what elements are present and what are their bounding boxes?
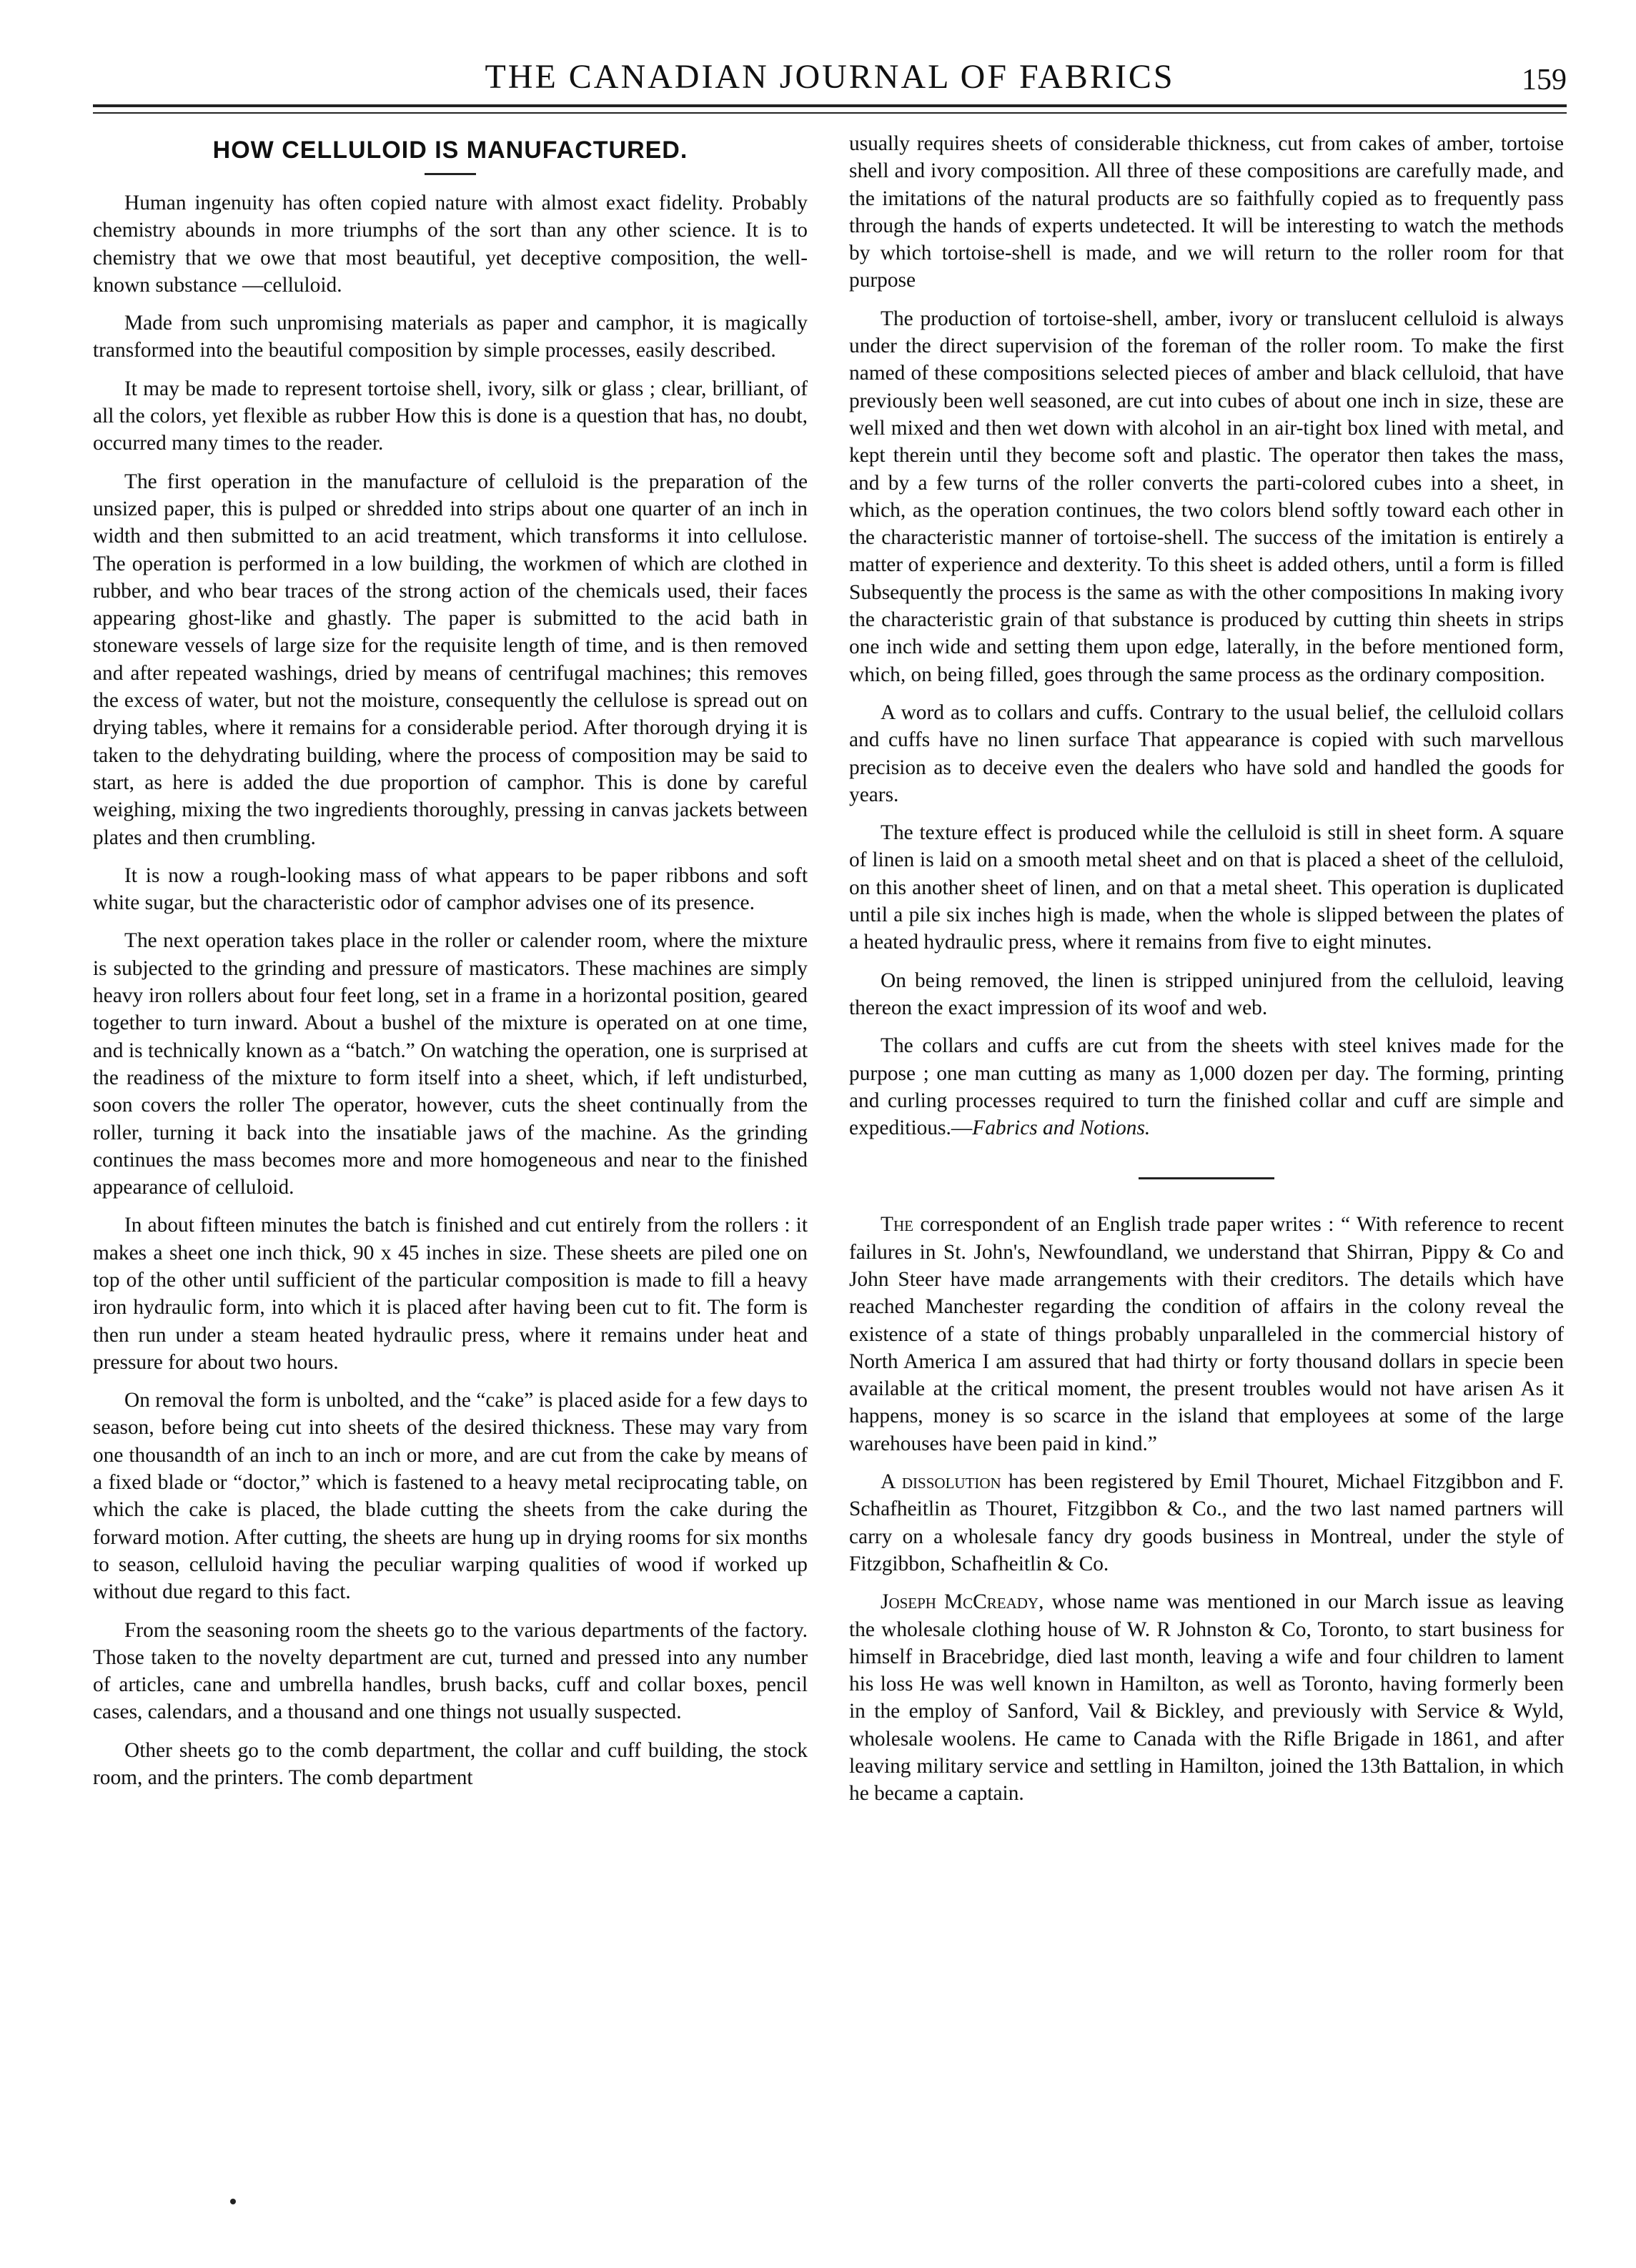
title-divider	[425, 173, 476, 175]
news-item-text: correspondent of an English trade paper writes : “ With reference to recent failures in St. John's, Newfoundland, we understand that Shirran, Pippy & Co and John Steer have made arrangements with their creditors. The details which have reached Manchester regarding the condition of affairs in the colony reveal the existence of a state of things probably unparalleled in the commercial history of North America I am assured that had thirty or forty thousand dollars in specie been available at the critical moment, the present troubles would not have arisen As it happens, money is so scarce in the island that employees at some of the large warehouses have been paid in kind.”	[849, 1213, 1564, 1455]
article-paragraph: The texture effect is produced while the celluloid is still in sheet form. A square of linen is laid on a smooth metal sheet and on that is placed a sheet of the celluloid, on this another sheet of linen, and on that a metal sheet. This operation is duplicated until a pile six inches high is made, when the whole is slipped between the plates of a heated hydraulic press, where it remains from five to eight minutes.	[849, 821, 1564, 954]
news-item-text: whose name was mentioned in our March issue as leaving the wholesale clothing house of W. R Johnston & Co, Toronto, to start business for himself in Bracebridge, died last month, leaving a wife and four children to lament his loss He was well known in Hamilton, as well as Toronto, having formerly been in the employ of Sanford, Vail & Bickley, and previously with Service & Wyld, wholesale woolens. He came to Canada with the Rifle Brigade in 1861, and after leaving military service and settling in Hamilton, joined the 13th Battalion, in which he became a captain.	[849, 1590, 1564, 1806]
article-paragraph: The production of tortoise-shell, amber, ivory or translucent celluloid is always under the direct supervision of the foreman of the roller room. To make the first named of these compositions selected pieces of amber and black celluloid, that have previously been well seasoned, are cut into cubes of about one inch in size, these are well mixed and then wet down with alcohol in an air-tight box lined with metal, and kept therein until they become soft and plastic. The operator then takes the mass, and by a few turns of the roller converts the parti-colored cubes into a sheet, in which, as the operation continues, the two colors blend softly toward each other in the characteristic manner of tortoise-shell. The success of the imitation is entirely a matter of experience and dexterity. To this sheet is added others, until a form is filled Subsequently the process is the same as with the other compositions In making ivory the characteristic grain of that substance is produced by cutting thin sheets in strips one inch wide and setting them upon edge, laterally, in the before mentioned form, which, on being filled, goes through the same process as the ordinary composition.	[849, 307, 1564, 686]
article-paragraph: Other sheets go to the comb department, the collar and cuff building, the stock room, and the printers. The comb department	[93, 1738, 808, 1790]
running-head	[93, 51, 1567, 109]
header-rule-thick	[93, 104, 1567, 107]
left-column	[93, 130, 808, 1802]
article-paragraph: It may be made to represent tortoise shell, ivory, silk or glass ; clear, brilliant, of all the colors, yet flexible as rubber How this is done is a question that has, no doubt, occurred many times to the reader.	[93, 377, 808, 455]
article-continuation: usually requires sheets of considerable thickness, cut from cakes of amber, tortoise shell and ivory composition. All three of these compositions are carefully made, and the imitations of the natural products are so faithfully copied as to frequently pass through the hands of experts undetected. It will be interesting to watch the methods by which tortoise-shell is made, and we will return to the roller room for that purpose	[849, 132, 1564, 292]
news-item-lead: A dissolution	[881, 1470, 1001, 1494]
article-paragraph-text: The collars and cuffs are cut from the sheets with steel knives made for the purpose ; one man cutting as many as 1,000 dozen per day. The forming, printing and curling processes required to turn the finished collar and cuff are simple and expeditious.—	[849, 1034, 1564, 1140]
article-paragraph: From the seasoning room the sheets go to the various departments of the factory. Those taken to the novelty department are cut, turned and pressed into any number of articles, cane and umbrella handles, brush backs, cuff and collar boxes, pencil cases, calendars, and a thousand and one things not usually suspected.	[93, 1618, 808, 1724]
news-item-lead: Joseph McCready,	[881, 1590, 1044, 1614]
article-title: HOW CELLULOID IS MANUFACTURED.	[212, 137, 688, 164]
article-attribution: Fabrics and Notions.	[972, 1116, 1151, 1140]
article-paragraph: It is now a rough-looking mass of what appears to be paper ribbons and soft white sugar, but the characteristic odor of camphor advises one of its presence.	[93, 863, 808, 915]
print-mark	[230, 2199, 236, 2204]
article-paragraph: A word as to collars and cuffs. Contrary to the usual belief, the celluloid collars and cuffs have no linen surface That appearance is copied with such marvellous precision as to deceive even the dealers who have sold and handled the goods for years.	[849, 700, 1564, 806]
news-item	[849, 1588, 1564, 1807]
page-number: 159	[1522, 64, 1567, 96]
article-paragraph: Human ingenuity has often copied nature with almost exact fidelity. Probably chemistry abounds in more triumphs of the sort than any other science. It is to chemistry that we owe that most beautiful, yet deceptive composition, the well-known substance —celluloid.	[93, 192, 808, 297]
article-paragraph: On being removed, the linen is stripped uninjured from the celluloid, leaving thereon the exact impression of its woof and web.	[849, 969, 1564, 1019]
article-paragraph: On removal the form is unbolted, and the “cake” is placed aside for a few days to season, before being cut into sheets of the desired thickness. These may vary from one thousandth of an inch to an inch or more, and are cut from the cake by means of a fixed blade or “doctor,” which is fastened to a heavy metal reciprocating table, on which the cake is placed, the blade cutting the sheets from the cake during the forward motion. After cutting, the sheets are hung up in drying rooms for six months to season, celluloid having the peculiar warping qualities of wood if worked up without due regard to this fact.	[93, 1389, 808, 1604]
news-item	[849, 1468, 1564, 1578]
article-paragraph: The next operation takes place in the roller or calender room, where the mixture is subjected to the grinding and pressure of masticators. These machines are simply heavy iron rollers about four feet long, set in a frame in a horizontal position, geared together to turn inward. About a bushel of the mixture is operated on at one time, and is technically known as a “batch.” On watching the operation, one is surprised at the readiness of the mixture to form itself into a sheet, which, if left undisturbed, soon covers the roller The operator, however, cuts the sheet continually from the roller, turning it back into the insatiable jaws of the machine. As the grinding continues the mass becomes more and more homogeneous and near to the finished appearance of celluloid.	[93, 929, 808, 1199]
article-paragraph: Made from such unpromising materials as paper and camphor, it is magically transformed into the beautiful composition by simple processes, easily described.	[93, 312, 808, 362]
article-paragraph-last	[849, 1032, 1564, 1142]
article-paragraph: In about fifteen minutes the batch is finished and cut entirely from the rollers : it makes a sheet one inch thick, 90 x 45 inches in size. These sheets are piled one on top of the other until sufficient of the particular composition is made to fill a heavy iron hydraulic form, into which it is placed after having been cut to fit. The form is then run under a steam heated hydraulic press, where it remains under heat and pressure for about two hours.	[93, 1214, 808, 1374]
news-item	[849, 1211, 1564, 1457]
header-rule-thin	[93, 112, 1567, 114]
section-divider	[1139, 1177, 1274, 1179]
article-paragraph: The first operation in the manufacture of celluloid is the preparation of the unsized paper, this is pulped or shredded into strips about one quarter of an inch in width and then submitted to an acid treatment, which transforms it into cellulose. The operation is performed in a low building, the workmen of which are clothed in rubber, and who bear traces of the strong action of the chemicals used, their faces appearing ghost-like and ghastly. The paper is submitted to the acid bath in stoneware vessels of large size for the requisite length of time, and is then removed and after repeated washings, dried by means of centrifugal machines; this removes the excess of water, but not the moisture, consequently the cellulose is spread out on drying tables, where it remains for a considerable period. After thorough drying it is taken to the dehydrating building, where the process of composition may be said to start, as here is added the due proportion of camphor. This is done by careful weighing, mixing the two ingredients thoroughly, pressing in canvas jackets between plates and then crumbling.	[93, 470, 808, 849]
news-item-lead: The	[881, 1213, 913, 1237]
right-column	[849, 130, 1564, 1818]
news-item-text: has been registered by Emil Thouret, Michael Fitzgibbon and F. Schafheitlin as Thouret, Fitzgibbon & Co., and the two last named partners will carry on a wholesale fancy dry goods business in Montreal, under the style of Fitzgibbon, Schafheitlin & Co.	[849, 1470, 1564, 1575]
journal-title: THE CANADIAN JOURNAL OF FABRICS	[485, 58, 1175, 96]
